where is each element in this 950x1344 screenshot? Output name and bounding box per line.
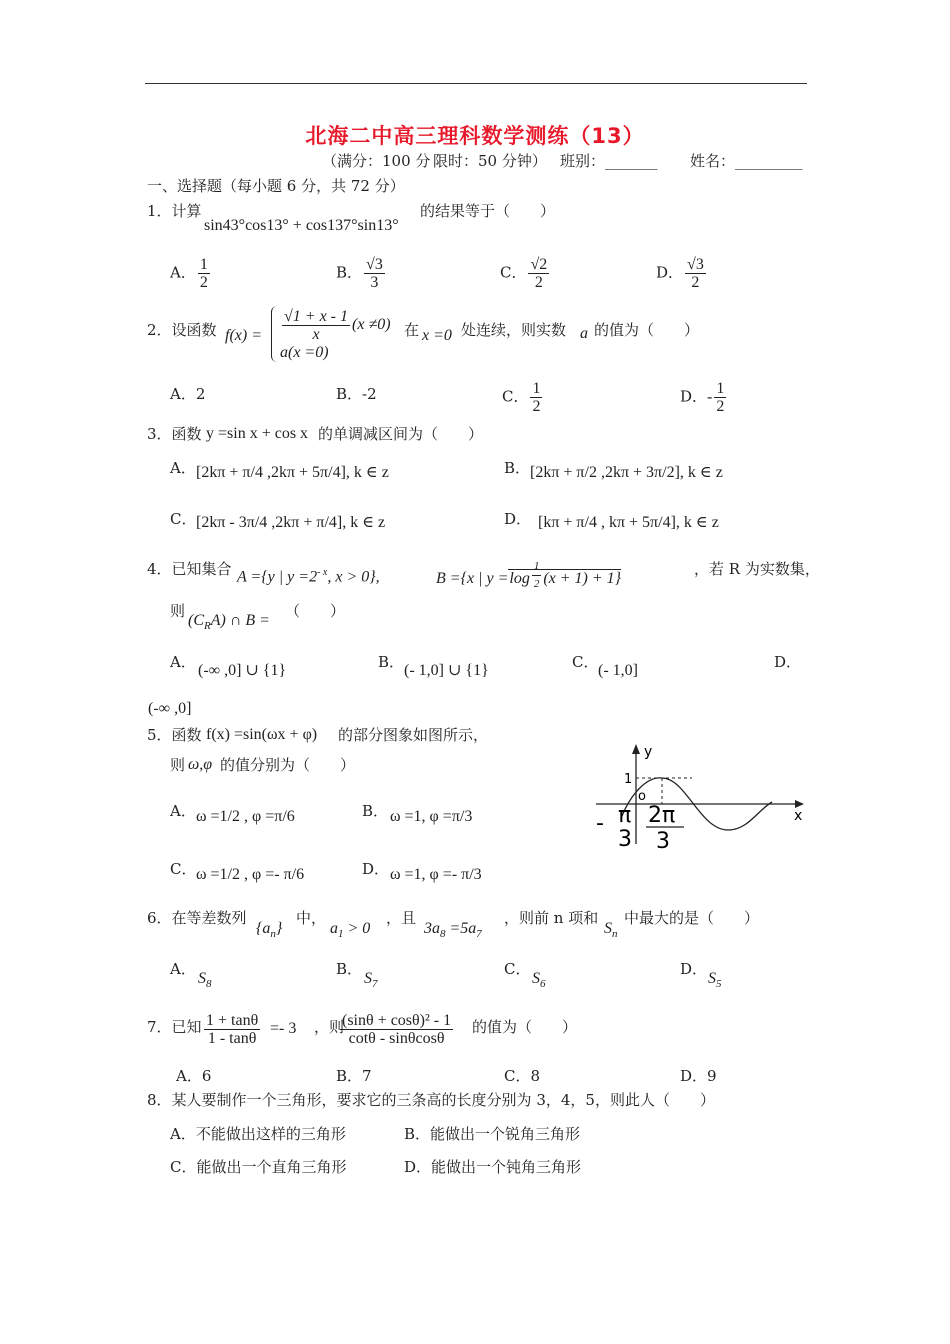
one-label: 1 [624, 772, 633, 787]
class-field: 班别：_______ [560, 152, 658, 170]
pi-numerator: π [618, 803, 632, 828]
q8-stem: 8．某人要制作一个三角形，要求它的三条高的长度分别为 3，4，5，则此人（ ） [147, 1091, 715, 1109]
q1-option-c: C． $\frac{√2}{2}$ [500, 256, 548, 291]
q3-tail: 的单调减区间为（ ） [318, 425, 484, 443]
q8-option-d: D．能做出一个钝角三角形 [404, 1158, 582, 1176]
q6-option-a-label: A． [170, 960, 196, 978]
q6-tail: ，则前 n 项和 [504, 909, 599, 927]
time-info: 限时：50 分钟） [433, 152, 547, 170]
q2-tail-1: 处连续，则实数 [461, 321, 567, 339]
q5-line-2: 则 [170, 756, 186, 774]
page-title: 北海二中高三理科数学测练（13） [305, 124, 645, 148]
q8-option-a: A．不能做出这样的三角形 [170, 1125, 346, 1143]
x-axis-arrow-icon [795, 800, 804, 808]
q4-stem: 4．已知集合 [147, 560, 232, 578]
q5-sine-graph [588, 734, 810, 854]
q6-tail-2: 中最大的是（ ） [624, 909, 760, 927]
q5-option-c: ω =1/2 , φ =- π/6 [196, 866, 305, 883]
q5-option-b: ω =1, φ =π/3 [390, 808, 473, 825]
q1-tail: 的结果等于（ ） [420, 202, 556, 220]
q3-stem: 3．函数 [147, 425, 202, 443]
q4-expression: $(C_RA)$ ∩ B = [188, 612, 270, 633]
q7-option-c: C．8 [504, 1067, 541, 1085]
q6-option-b-label: B． [336, 960, 363, 978]
three-denominator: 3 [618, 827, 632, 852]
q4-option-b: (- 1,0] ∪ {1} [404, 662, 489, 679]
q6-mid-2: ，且 [386, 909, 417, 927]
two-pi-numerator: 2π [648, 803, 676, 828]
q7-option-a: A．6 [176, 1067, 212, 1085]
q2-mid: 在 [404, 321, 420, 339]
q7-mid: ，则 [314, 1018, 345, 1036]
q2-case-2: a(x =0) [280, 344, 329, 361]
q7-stem: 7．已知 [147, 1018, 202, 1036]
q4-tail: ，若 R 为实数集， [694, 560, 820, 578]
q4-option-b-label: B． [378, 653, 405, 671]
q6-condition-2: $3a_8 =5a_7$ [424, 920, 482, 941]
q8-option-c: C．能做出一个直角三角形 [170, 1158, 347, 1176]
header-rule [145, 83, 807, 84]
q6-option-d-label: D． [680, 960, 708, 978]
q2-var: a [580, 325, 588, 342]
q7-fraction-1: $\frac{1 + \tan\theta}{1 - \tan\theta}$ [206, 1012, 259, 1047]
q4-set-a: A ={y | $y =2^{- x}$, x > 0}, [237, 567, 380, 586]
q3-option-d-label: D． [504, 510, 532, 528]
q4-paren: （ ） [285, 602, 346, 620]
q2-option-a: A．2 [170, 385, 206, 403]
y-label: y [644, 744, 653, 760]
q2-option-c: C． $\frac{1}{2}$ [502, 380, 541, 415]
q4-set-b: B ={x | y =log $\frac{1}{2}$ (x + 1) + 1} [436, 560, 622, 590]
name-field: 姓名：_________ [690, 152, 803, 170]
q2-case-1: $\frac{√1 + x - 1}{x}$ (x ≠0) [284, 308, 391, 343]
q4-option-c: (- 1,0] [598, 662, 638, 679]
q4-option-a: (-∞ ,0] ∪ {1} [198, 662, 287, 679]
q1-stem: 1．计算 [147, 202, 202, 220]
neg-sign: - [596, 811, 604, 836]
q5-option-b-label: B． [362, 802, 389, 820]
q2-stem: 2．设函数 [147, 321, 217, 339]
q4-option-a-label: A． [170, 653, 196, 671]
q4-option-d: (-∞ ,0] [148, 700, 192, 717]
q6-mid-1: 中， [296, 909, 327, 927]
q8-option-b: B．能做出一个锐角三角形 [404, 1125, 581, 1143]
q5-vars: ω,φ [188, 756, 213, 773]
q7-tail: 的值为（ ） [472, 1018, 578, 1036]
q2-option-b: B．-2 [336, 385, 377, 403]
q5-tail: 的部分图象如图所示， [338, 726, 489, 744]
q6-sum: $S_n$ [604, 920, 618, 941]
section-heading: 一、选择题（每小题 6 分，共 72 分） [147, 177, 405, 195]
three-denominator-2: 3 [656, 829, 670, 854]
q4-line-2: 则 [170, 602, 186, 620]
q2-option-d: D．- $\frac{1}{2}$ [680, 380, 725, 415]
q6-option-b: $S_7$ [364, 970, 378, 991]
q6-option-d: $S_5$ [708, 970, 722, 991]
q5-tail-2: 的值分别为（ ） [220, 756, 356, 774]
q5-option-a-label: A． [170, 802, 196, 820]
q7-fraction-2: $\frac{\text{(sinθ + cosθ)² - 1}}{\cot\theta - \sin\theta\cos\theta}$ [342, 1012, 452, 1047]
q6-sequence: $\{a_n\}$ [256, 920, 283, 941]
q6-option-a: $S_8$ [198, 970, 212, 991]
q6-stem: 6．在等差数列 [147, 909, 247, 927]
q4-option-c-label: C． [572, 653, 599, 671]
q7-option-d: D．9 [680, 1067, 717, 1085]
q7-equals: =- 3 [270, 1020, 297, 1037]
q5-option-a: ω =1/2 , φ =π/6 [196, 808, 295, 825]
origin-label: o [638, 789, 646, 804]
q1-option-a: A． $\frac{1}{2}$ [170, 256, 208, 291]
q3-option-d: [kπ + π/4 , kπ + 5π/4], k ∈ z [538, 514, 719, 531]
q6-option-c: $S_6$ [532, 970, 546, 991]
q3-option-a: [2kπ + π/4 ,2kπ + 5π/4], k ∈ z [196, 464, 389, 481]
x-label: x [794, 808, 803, 824]
q1-option-d: D． $\frac{√3}{2}$ [656, 256, 704, 291]
q5-option-d-label: D． [362, 860, 390, 878]
q6-option-c-label: C． [504, 960, 531, 978]
q2-point: x =0 [422, 327, 452, 344]
q3-option-b: [2kπ + π/2 ,2kπ + 3π/2], k ∈ z [530, 464, 723, 481]
q4-option-d-label: D． [774, 653, 802, 671]
q5-stem: 5．函数 [147, 726, 202, 744]
q3-option-b-label: B． [504, 459, 531, 477]
q3-option-a-label: A． [170, 459, 196, 477]
q7-option-b: B．7 [336, 1067, 372, 1085]
q1-expression: sin43°cos13° + cos137°sin13° [204, 217, 399, 234]
q3-function: y =sin x + cos x [206, 425, 309, 442]
score-info: （满分：100 分 [322, 152, 431, 170]
q2-tail-2: 的值为（ ） [594, 321, 700, 339]
q3-option-c-label: C． [170, 510, 197, 528]
y-axis-arrow-icon [632, 744, 640, 754]
q6-condition-1: $a_1 > 0$ [330, 920, 371, 941]
q3-option-c: [2kπ - 3π/4 ,2kπ + π/4], k ∈ z [196, 514, 386, 531]
q5-option-c-label: C． [170, 860, 197, 878]
q5-function: f(x) =sin(ωx + φ) [206, 726, 318, 743]
q1-option-b: B． $\frac{√3}{3}$ [336, 256, 383, 291]
q5-option-d: ω =1, φ =- π/3 [390, 866, 482, 883]
q2-function: f(x) = [225, 327, 262, 344]
